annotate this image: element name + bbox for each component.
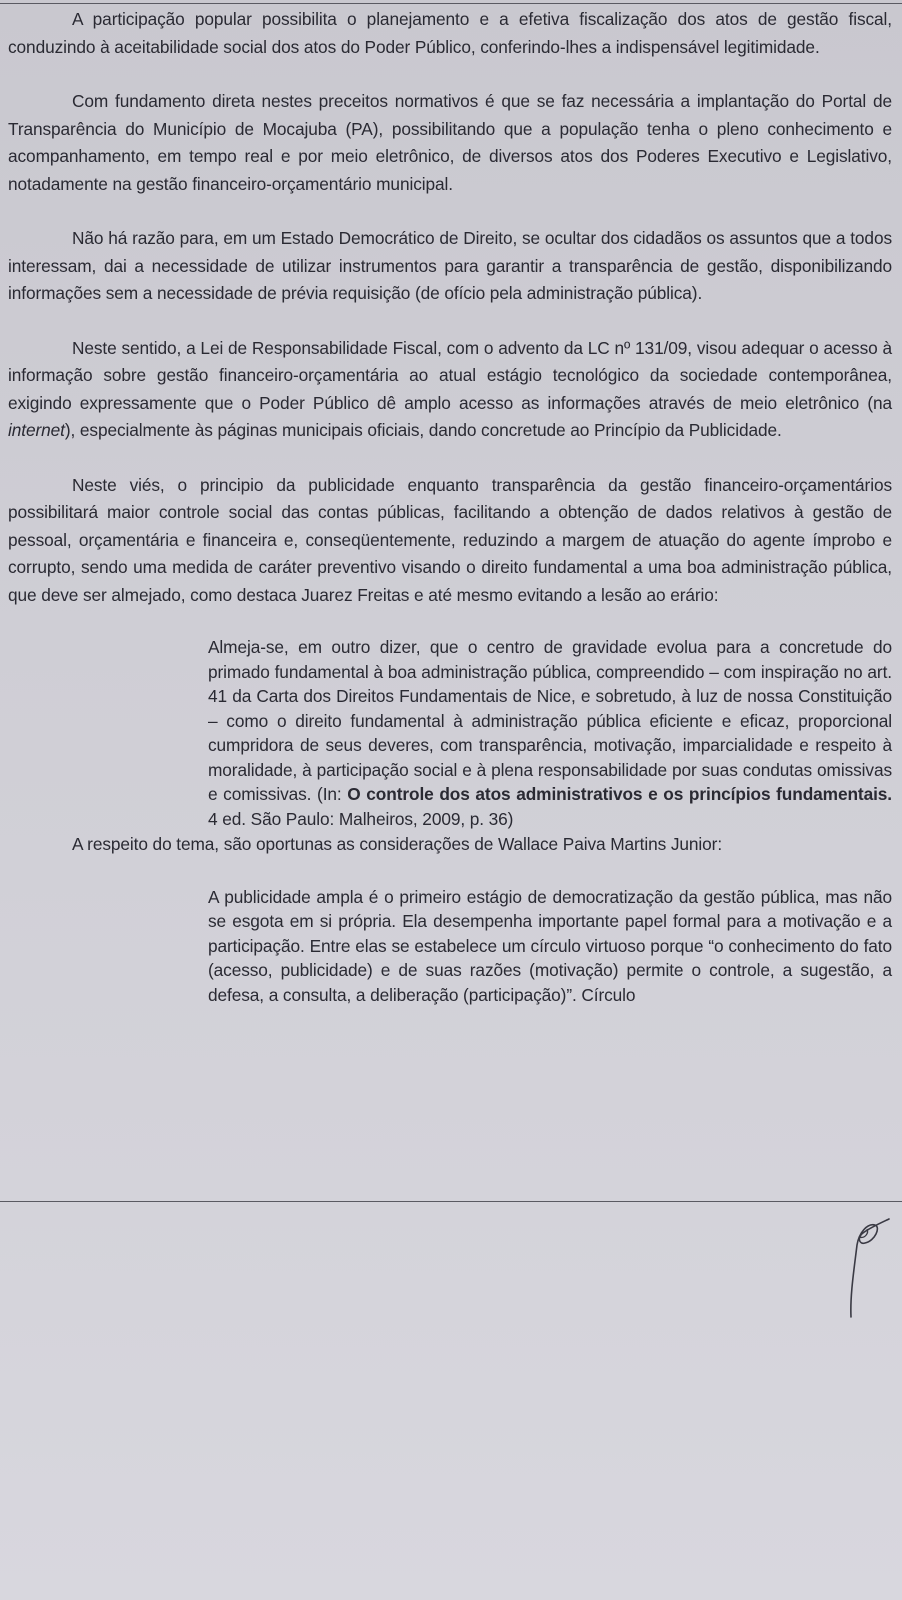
internet-italic: internet: [8, 420, 65, 440]
quote-juarez-text: [208, 635, 892, 831]
quote-wallace-martins: [208, 885, 892, 1008]
signature-initial-icon: [845, 1215, 895, 1325]
top-border-line: [0, 3, 902, 4]
paragraph-portal: Com fundamento direta nestes preceitos normativos é que se faz necessária a implantação do Portal de Transparência do Município de Mocajuba (PA), possibilitando que a população tenha o pleno conhecimento e acompanhamento, em tempo real e por meio eletrônico, de diversos atos dos Poderes Executivo e Legislativo, notadamente na gestão financeiro-orçamentário municipal.: [8, 91, 892, 194]
paragraph-lrf: [8, 335, 892, 445]
paragraph-participacao: A participação popular possibilita o planejamento e a efetiva fiscalização dos atos de gestão fiscal, conduzindo à aceitabilidade social dos atos do Poder Público, conferindo-lhes a indispensável legitimidade.: [8, 9, 892, 57]
quote-wallace-text: A publicidade ampla é o primeiro estágio de democratização da gestão pública, mas não se esgota em si própria. Ela desempenha importante papel formal para a motivação e a participação. Entre elas se estabelece um círculo virtuoso porque “o conhecimento do fato (acesso, publicidade) e de suas razões (motivação) permite o controle, a sugestão, a defesa, a consulta, a deliberação (participação)”. Círculo: [208, 886, 892, 1005]
paragraph-lead-in: A respeito do tema, são oportunas as considerações de Wallace Paiva Martins Junior:: [72, 834, 723, 854]
quote1-after: 4 ed. São Paulo: Malheiros, 2009, p. 36): [208, 808, 514, 829]
paragraph-estado-democratico: Não há razão para, em um Estado Democrático de Direito, se ocultar dos cidadãos os assuntos que a todos interessam, dai a necessidade de utilizar instrumentos para garantir a transparência de gestão, disponibilizando informações sem a necessidade de prévia requisição (de ofício pela administração pública).: [8, 228, 892, 303]
quote-juarez-freitas: [208, 635, 892, 831]
lrf-text-after: ), especialmente às páginas municipais oficiais, dando concretude ao Princípio da Publicidade.: [64, 420, 782, 440]
paragraph-publicidade: Neste viés, o principio da publicidade enquanto transparência da gestão financeiro-orçamentários possibilitará maior controle social das contas públicas, facilitando a obtenção de dados relativos à gestão de pessoal, orçamentária e financeira e, conseqüentemente, reduzindo a margem de atuação do agente ímprobo e corrupto, sendo uma medida de caráter preventivo visando o direito fundamental a uma boa administração pública, que deve ser almejado, como destaca Juarez Freitas e até mesmo evitando a lesão ao erário:: [8, 474, 892, 605]
lrf-text-before: Neste sentido, a Lei de Responsabilidade Fiscal, com o advento da LC nº 131/09, visou adequar o acesso à informação sobre gestão financeiro-orçamentária ao atual estágio tecnológico da sociedade contemporânea, exigindo expressamente que o Poder Público dê amplo acesso as informações através de meio eletrônico (na: [8, 337, 892, 413]
quote1-before: Almeja-se, em outro dizer, que o centro de gravidade evolua para a concretude do primado fundamental à boa administração pública, compreendido – com inspiração no art. 41 da Carta dos Direitos Fundamentais de Nice, e sobretudo, à luz de nossa Constituição – como o direito fundamental à administração pública eficiente e eficaz, proporcional cumpridora de seus deveres, com transparência, motivação, imparcialidade e respeito à moralidade, à participação social e à plena responsabilidade por suas condutas omissivas e comissivas. (In:: [208, 637, 892, 804]
bottom-border-line: [0, 1201, 902, 1202]
document-body: [8, 6, 892, 1007]
quote1-book-title: O controle dos atos administrativos e os princípios fundamentais.: [347, 784, 892, 804]
